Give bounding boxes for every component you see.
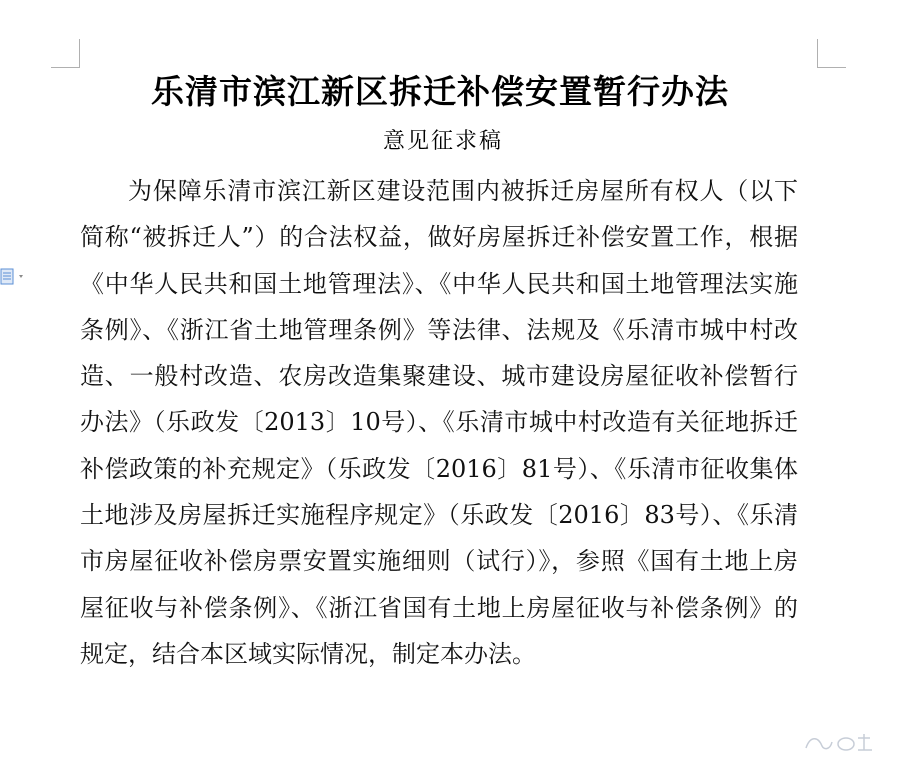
crop-mark-top-right bbox=[817, 39, 846, 68]
watermark-logo bbox=[800, 728, 880, 756]
document-options-icon[interactable] bbox=[0, 266, 28, 288]
document-body-paragraph: 为保障乐清市滨江新区建设范围内被拆迁房屋所有权人（以下简称“被拆迁人”）的合法权益，做好房屋拆迁补偿安置工作，根据《中华人民共和国土地管理法》、《中华人民共和国土地管理法实施条例》、《浙江省土地管理条例》等法律、法规及《乐清市城中村改造、一般村改造、农房改造集聚建设、城市建设房屋征收补偿暂行办法》（乐政发〔2013〕10号）、《乐清市城中村改造有关征地拆迁补偿政策的补充规定》（乐政发〔2016〕81号）、《乐清市征收集体土地涉及房屋拆迁实施程序规定》（乐政发〔2016〕83号）、《乐清市房屋征收补偿房票安置实施细则（试行）》，参照《国有土地上房屋征收与补偿条例》、《浙江省国有土地上房屋征收与补偿条例》的规定，结合本区域实际情况，制定本办法。 bbox=[80, 177, 798, 668]
crop-mark-top-left bbox=[51, 39, 80, 68]
document-title: 乐清市滨江新区拆迁补偿安置暂行办法 bbox=[151, 72, 729, 111]
document-subtitle: 意见征求稿 bbox=[382, 129, 503, 154]
